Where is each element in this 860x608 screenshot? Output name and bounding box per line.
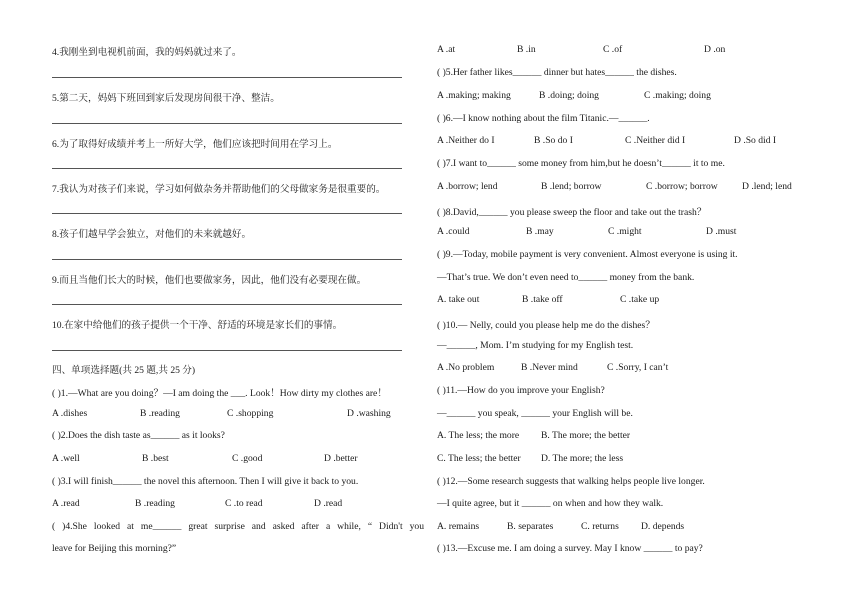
question-12: ( )12.—Some research suggests that walking helps people live longer.	[437, 476, 705, 487]
translation-5: 5.第二天，妈妈下班回到家后发现房间很干净、整洁。	[52, 93, 280, 104]
translation-7: 7.我认为对孩子们来说，学习如何做杂务并帮助他们的父母做家务是很重要的。	[52, 184, 386, 195]
q6-option-b[interactable]: B .So do I	[534, 135, 573, 146]
q2-option-a[interactable]: A .well	[52, 453, 80, 464]
answer-line-7[interactable]	[52, 213, 402, 214]
q9-option-a[interactable]: A. take out	[437, 294, 480, 305]
q12-option-d[interactable]: D. depends	[641, 521, 685, 532]
question-2: ( )2.Does the dish taste as______ as it looks?	[52, 430, 225, 441]
q9-option-c[interactable]: C .take up	[620, 294, 660, 305]
q1-option-c[interactable]: C .shopping	[227, 408, 274, 419]
question-1: ( )1.—What are you doing？—I am doing the ___. Look！How dirty my clothes are！	[52, 388, 387, 399]
q7-option-b[interactable]: B .lend; borrow	[541, 181, 602, 192]
q3-option-a[interactable]: A .read	[52, 498, 80, 509]
q5-option-a[interactable]: A .making; making	[437, 90, 511, 101]
q7-option-a[interactable]: A .borrow; lend	[437, 181, 498, 192]
q6-option-a[interactable]: A .Neither do I	[437, 135, 495, 146]
answer-line-9[interactable]	[52, 304, 402, 305]
answer-line-6[interactable]	[52, 168, 402, 169]
q6-option-c[interactable]: C .Neither did I	[625, 135, 686, 146]
question-5: ( )5.Her father likes______ dinner but hates______ the dishes.	[437, 67, 677, 78]
q8-option-c[interactable]: C .might	[608, 226, 642, 237]
translation-4: 4.我刚坐到电视机前面，我的妈妈就过来了。	[52, 47, 242, 58]
question-10: ( )10.— Nelly, could you please help me do the dishes？	[437, 320, 655, 331]
q10-option-a[interactable]: A .No problem	[437, 362, 495, 373]
translation-10: 10.在家中给他们的孩子提供一个干净、舒适的环境是家长们的事情。	[52, 320, 343, 331]
question-10-reply: —______, Mom. I’m studying for my English test.	[437, 340, 634, 351]
question-6: ( )6.—I know nothing about the film Titanic.—______.	[437, 113, 650, 124]
q8-option-b[interactable]: B .may	[526, 226, 554, 237]
q4-option-d[interactable]: D .on	[704, 44, 726, 55]
answer-line-10[interactable]	[52, 350, 402, 351]
question-7: ( )7.I want to______ some money from him,but he doesn’t______ it to me.	[437, 158, 725, 169]
q2-option-d[interactable]: D .better	[324, 453, 358, 464]
q8-option-a[interactable]: A .could	[437, 226, 470, 237]
answer-line-8[interactable]	[52, 259, 402, 260]
q6-option-d[interactable]: D .So did I	[734, 135, 777, 146]
q11-option-c[interactable]: C. The less; the better	[437, 453, 521, 464]
q7-option-d[interactable]: D .lend; lend	[742, 181, 792, 192]
q11-option-d[interactable]: D. The more; the less	[541, 453, 624, 464]
question-9-reply: —That’s true. We don’t even need to______ money from the bank.	[437, 272, 695, 283]
q2-option-b[interactable]: B .best	[142, 453, 169, 464]
question-4-cont: leave for Beijing this morning?”	[52, 543, 177, 554]
q1-option-d[interactable]: D .washing	[347, 408, 391, 419]
question-11-reply: —______ you speak, ______ your English will be.	[437, 408, 633, 419]
q3-option-c[interactable]: C .to read	[225, 498, 263, 509]
q2-option-c[interactable]: C .good	[232, 453, 263, 464]
question-12-reply: —I quite agree, but it ______ on when and how they walk.	[437, 498, 664, 509]
q1-option-b[interactable]: B .reading	[140, 408, 180, 419]
q12-option-b[interactable]: B. separates	[507, 521, 554, 532]
question-13: ( )13.—Excuse me. I am doing a survey. May I know ______ to pay?	[437, 543, 703, 554]
q3-option-b[interactable]: B .reading	[135, 498, 175, 509]
q11-option-b[interactable]: B. The more; the better	[541, 430, 631, 441]
translation-8: 8.孩子们越早学会独立，对他们的未来就越好。	[52, 229, 252, 240]
q11-option-a[interactable]: A. The less; the more	[437, 430, 520, 441]
translation-9: 9.而且当他们长大的时候，他们也要做家务，因此，他们没有必要现在做。	[52, 275, 367, 286]
question-3: ( )3.I will finish______ the novel this afternoon. Then I will give it back to you.	[52, 476, 359, 487]
answer-line-5[interactable]	[52, 123, 402, 124]
q1-option-a[interactable]: A .dishes	[52, 408, 88, 419]
section-title: 四、单项选择题(共 25 题,共 25 分)	[52, 365, 196, 376]
q5-option-c[interactable]: C .making; doing	[644, 90, 711, 101]
question-8: ( )8.David,______ you please sweep the floor and take out the trash？	[437, 207, 707, 218]
q12-option-a[interactable]: A. remains	[437, 521, 480, 532]
question-11: ( )11.—How do you improve your English?	[437, 385, 605, 396]
q7-option-c[interactable]: C .borrow; borrow	[646, 181, 718, 192]
q10-option-c[interactable]: C .Sorry, I can’t	[607, 362, 669, 373]
translation-6: 6.为了取得好成绩并考上一所好大学，他们应该把时间用在学习上。	[52, 139, 338, 150]
question-4: ( )4.She looked at me______ great surprise and asked after a while, “ Didn't you	[52, 521, 424, 532]
question-9: ( )9.—Today, mobile payment is very convenient. Almost everyone is using it.	[437, 249, 738, 260]
answer-line-4[interactable]	[52, 77, 402, 78]
q10-option-b[interactable]: B .Never mind	[521, 362, 578, 373]
q4-option-b[interactable]: B .in	[517, 44, 536, 55]
q5-option-b[interactable]: B .doing; doing	[539, 90, 599, 101]
q9-option-b[interactable]: B .take off	[522, 294, 563, 305]
q12-option-c[interactable]: C. returns	[581, 521, 619, 532]
q8-option-d[interactable]: D .must	[706, 226, 737, 237]
q4-option-a[interactable]: A .at	[437, 44, 456, 55]
q3-option-d[interactable]: D .read	[314, 498, 343, 509]
q4-option-c[interactable]: C .of	[603, 44, 623, 55]
